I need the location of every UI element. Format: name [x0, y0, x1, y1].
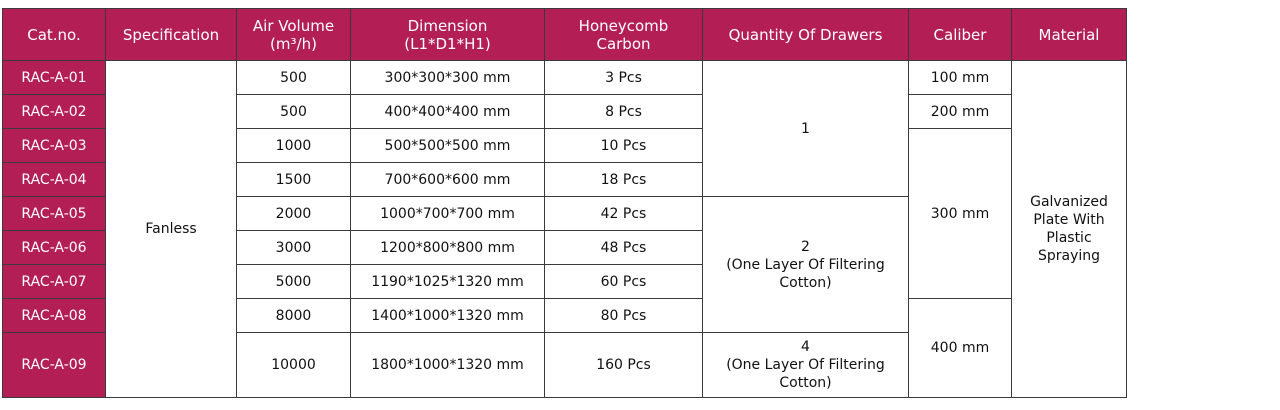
header-specification	[106, 9, 237, 61]
header-catno	[3, 9, 106, 61]
cat-no-cell: RAC-A-08	[3, 299, 106, 333]
drawers-group2-count: 2	[801, 238, 810, 255]
product-spec-table	[2, 8, 1127, 398]
carbon-cell: 80 Pcs	[545, 299, 703, 333]
carbon-cell: 42 Pcs	[545, 197, 703, 231]
header-dimension-label: Dimension	[407, 16, 488, 35]
air-volume-cell: 500	[237, 61, 351, 95]
air-volume-cell: 2000	[237, 197, 351, 231]
cat-no-cell: RAC-A-05	[3, 197, 106, 231]
header-material-label: Material	[1038, 25, 1100, 44]
carbon-cell: 160 Pcs	[545, 333, 703, 398]
cat-no-cell: RAC-A-02	[3, 95, 106, 129]
caliber-cell-100: 100 mm	[909, 61, 1012, 95]
carbon-cell: 48 Pcs	[545, 231, 703, 265]
air-volume-cell: 8000	[237, 299, 351, 333]
caliber-cell-300: 300 mm	[909, 129, 1012, 299]
air-volume-cell: 1500	[237, 163, 351, 197]
cat-no-cell: RAC-A-04	[3, 163, 106, 197]
header-row	[3, 9, 1127, 61]
header-carbon-label: Carbon	[596, 34, 651, 53]
drawers-cell-group2	[703, 197, 909, 333]
cat-no-cell: RAC-A-09	[3, 333, 106, 398]
dimension-cell: 1400*1000*1320 mm	[351, 299, 545, 333]
dimension-cell: 1200*800*800 mm	[351, 231, 545, 265]
dimension-cell: 1800*1000*1320 mm	[351, 333, 545, 398]
material-line1: Galvanized	[1030, 194, 1108, 210]
header-dimension	[351, 9, 545, 61]
drawers-group3-note-line1: (One Layer Of Filtering	[726, 357, 885, 373]
drawers-group3-count: 4	[801, 339, 810, 355]
header-caliber-label: Caliber	[933, 25, 987, 44]
header-drawers	[703, 9, 909, 61]
carbon-cell: 60 Pcs	[545, 265, 703, 299]
drawers-cell-group3	[703, 333, 909, 398]
dimension-cell: 700*600*600 mm	[351, 163, 545, 197]
drawers-group3-note-line2: Cotton)	[779, 375, 832, 391]
air-volume-cell: 3000	[237, 231, 351, 265]
cat-no-cell: RAC-A-03	[3, 129, 106, 163]
dimension-cell: 300*300*300 mm	[351, 61, 545, 95]
dimension-cell: 500*500*500 mm	[351, 129, 545, 163]
header-honeycomb-label: Honeycomb	[578, 16, 669, 35]
cat-no-cell: RAC-A-01	[3, 61, 106, 95]
header-air-volume-label: Air Volume	[252, 16, 335, 35]
header-air-volume	[237, 9, 351, 61]
header-honeycomb-carbon	[545, 9, 703, 61]
dimension-cell: 1190*1025*1320 mm	[351, 265, 545, 299]
drawers-group2-note-line2: Cotton)	[779, 274, 832, 291]
table-row	[3, 61, 1127, 95]
air-volume-cell: 5000	[237, 265, 351, 299]
air-volume-cell: 1000	[237, 129, 351, 163]
carbon-cell: 8 Pcs	[545, 95, 703, 129]
dimension-cell: 1000*700*700 mm	[351, 197, 545, 231]
header-caliber	[909, 9, 1012, 61]
caliber-cell-400: 400 mm	[909, 299, 1012, 398]
header-air-volume-unit: (m³/h)	[270, 34, 317, 53]
header-catno-label: Cat.no.	[27, 25, 81, 44]
cat-no-cell: RAC-A-07	[3, 265, 106, 299]
header-dimension-unit: (L1*D1*H1)	[404, 34, 491, 53]
header-material	[1012, 9, 1127, 61]
drawers-cell-group1: 1	[703, 61, 909, 197]
header-drawers-label: Quantity Of Drawers	[728, 25, 883, 44]
cat-no-cell: RAC-A-06	[3, 231, 106, 265]
dimension-cell: 400*400*400 mm	[351, 95, 545, 129]
carbon-cell: 10 Pcs	[545, 129, 703, 163]
drawers-group2-note-line1: (One Layer Of Filtering	[726, 256, 885, 273]
air-volume-cell: 10000	[237, 333, 351, 398]
material-cell	[1012, 61, 1127, 398]
caliber-cell-200: 200 mm	[909, 95, 1012, 129]
header-specification-label: Specification	[122, 25, 220, 44]
carbon-cell: 18 Pcs	[545, 163, 703, 197]
specification-cell: Fanless	[106, 61, 237, 398]
material-line3: Plastic	[1046, 230, 1092, 246]
material-line2: Plate With	[1033, 212, 1105, 228]
carbon-cell: 3 Pcs	[545, 61, 703, 95]
air-volume-cell: 500	[237, 95, 351, 129]
material-line4: Spraying	[1037, 248, 1101, 264]
